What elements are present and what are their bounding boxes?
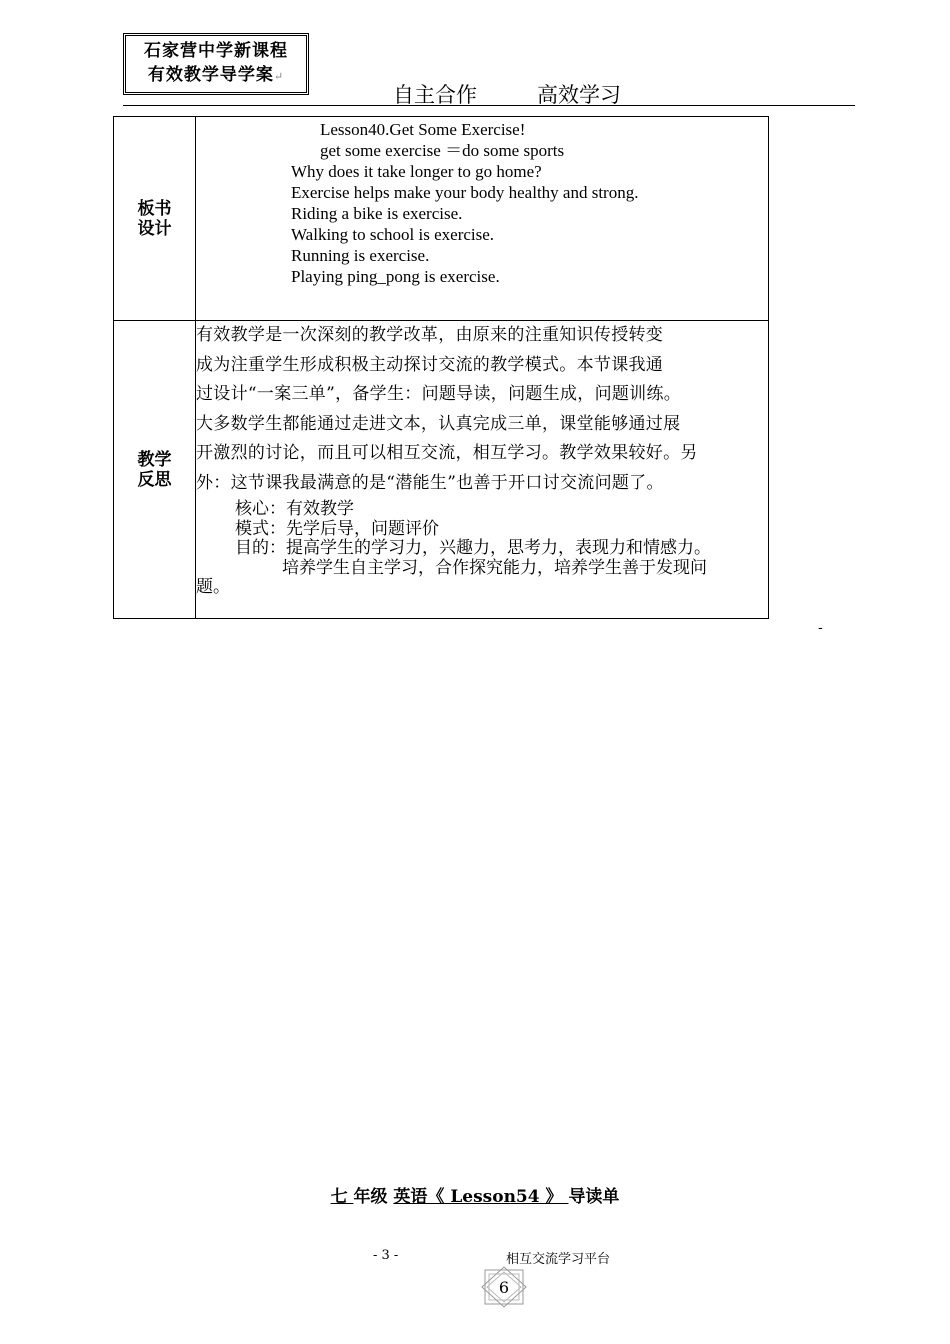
page-number: - 3 - bbox=[373, 1248, 399, 1263]
board-design-label: 板书 设计 bbox=[114, 117, 196, 321]
reflection-line: 开激烈的讨论，而且可以相互交流，相互学习。教学效果较好。另 bbox=[196, 443, 698, 463]
cultivate-end-line: 题。 bbox=[196, 577, 230, 597]
return-mark: ↵ bbox=[273, 70, 285, 83]
reflection-content bbox=[196, 321, 769, 619]
board-line: Playing ping_pong is exercise. bbox=[291, 267, 500, 286]
board-line: Running is exercise. bbox=[291, 246, 430, 265]
logo-line-2: 有效教学导学案↵ bbox=[147, 65, 285, 85]
reflection-line: 外：这节课我最满意的是“潜能生”也善于开口讨交流问题了。 bbox=[196, 472, 664, 493]
reflection-row bbox=[114, 321, 769, 619]
stray-dash: - bbox=[818, 620, 823, 636]
page-badge bbox=[481, 1266, 527, 1308]
reflection-line: 有效教学是一次深刻的教学改革，由原来的注重知识传授转变 bbox=[196, 325, 664, 345]
goal-line: 目的：提高学生的学习力，兴趣力，思考力，表现力和情感力。 bbox=[235, 538, 711, 558]
grade-suffix: 年级 bbox=[353, 1187, 388, 1207]
title-suffix: 导读单 bbox=[568, 1187, 620, 1207]
board-line: Exercise helps make your body healthy and strong. bbox=[291, 183, 639, 202]
reflection-line: 成为注重学生形成积极主动探讨交流的教学模式。本节课我通 bbox=[196, 354, 664, 375]
board-design-content bbox=[196, 117, 769, 321]
header-left: 自主合作 bbox=[393, 83, 477, 107]
logo-line-1: 石家营中学新课程 bbox=[144, 41, 288, 61]
board-design-row bbox=[114, 117, 769, 321]
next-lesson-title bbox=[0, 1182, 950, 1207]
lesson-table bbox=[113, 116, 769, 619]
reflection-line: 过设计“一案三单”，备学生：问题导读，问题生成，问题训练。 bbox=[196, 384, 682, 404]
board-line: get some exercise ＝do some sports bbox=[320, 141, 565, 160]
header-right: 高效学习 bbox=[537, 83, 621, 107]
header-rule bbox=[123, 105, 855, 106]
cultivate-line: 培养学生自主学习，合作探究能力，培养学生善于发现问 bbox=[282, 557, 707, 578]
reflection-line: 大多数学生都能通过走进文本，认真完成三单，课堂能够通过展 bbox=[196, 413, 681, 434]
core-line: 核心：有效教学 bbox=[235, 499, 354, 519]
board-line: Riding a bike is exercise. bbox=[291, 204, 463, 223]
board-line: Why does it take longer to go home? bbox=[291, 162, 542, 181]
mode-line: 模式：先学后导，问题评价 bbox=[235, 518, 439, 539]
board-line: Lesson40.Get Some Exercise! bbox=[320, 120, 526, 139]
school-logo-box bbox=[123, 33, 309, 95]
badge-number: 6 bbox=[498, 1277, 510, 1297]
reflection-label: 教学 反思 bbox=[114, 321, 196, 619]
subject-lesson: 英语《 Lesson54 》 bbox=[393, 1187, 569, 1207]
grade-value: 七 bbox=[330, 1187, 354, 1207]
platform-name: 相互交流学习平台 bbox=[506, 1252, 611, 1267]
board-line: Walking to school is exercise. bbox=[291, 225, 495, 244]
reflection-summary bbox=[196, 500, 768, 598]
